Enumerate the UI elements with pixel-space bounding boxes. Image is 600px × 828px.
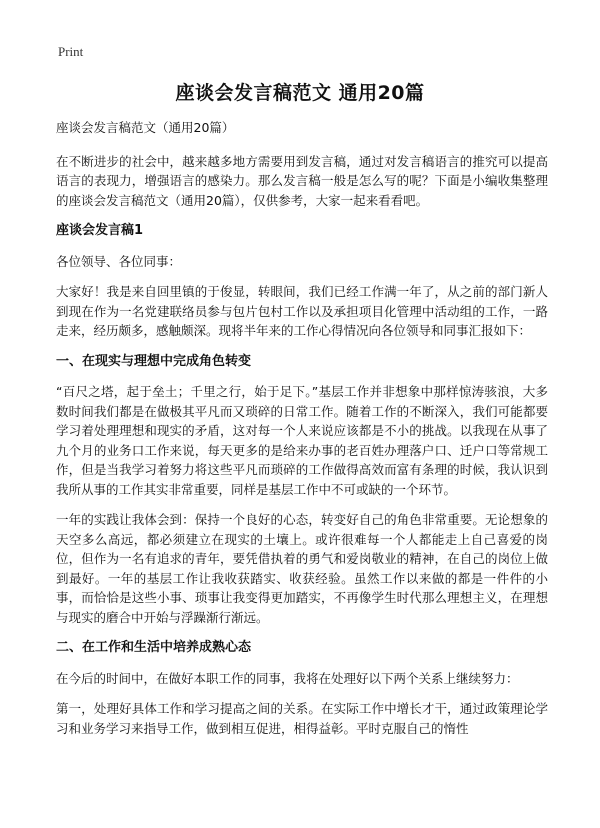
greeting: 各位领导、各位同事： [56, 253, 182, 269]
print-link[interactable]: Print [58, 44, 84, 59]
intro-paragraph: 在不断进步的社会中，越来越多地方需要用到发言稿，通过对发言稿语言的推究可以提高语言的表现力，增强语言的感染力。那么发言稿一般是怎么写的呢？下面是小编收集整理的座谈会发言稿范文（通用20篇），仅供参考，大家一起来看看吧。 [56, 153, 548, 208]
page-title: 座谈会发言稿范文 通用20篇 [175, 82, 425, 104]
paragraph-3: 一年的实践让我体会到：保持一个良好的心态，转变好自己的角色非常重要。无论想象的天空多么高远，都必须建立在现实的土壤上。或许很难每一个人都能走上自己喜爱的岗位，但作为一名有追求的青年，要凭借执着的勇气和爱岗敬业的精神，在自己的岗位上做到最好。一年的基层工作让我收获踏实、收获经验。虽然工作以来做的都是一件件的小事，而恰恰是这些小事、琐事让我变得更加踏实，不再像学生时代那么理想主义，在理想与现实的磨合中开始与浮躁渐行渐远。 [56, 512, 548, 625]
paragraph-5: 第一，处理好具体工作和学习提高之间的关系。在实际工作中增长才干，通过政策理论学习和业务学习来指导工作，做到相互促进，相得益彰。平时克服自己的惰性 [56, 701, 548, 736]
paragraph-4: 在今后的时间中，在做好本职工作的同事，我将在处理好以下两个关系上继续努力： [56, 670, 519, 686]
subheading-2: 二、在工作和生活中培养成熟心态 [56, 640, 252, 655]
paragraph-1: 大家好！我是来自回里镇的于俊显，转眼间，我们已经工作满一年了，从之前的部门新人到现在作为一名党建联络员参与包片包村工作以及承担项目化管理中活动组的工作，一路走来，经历颇多，感触颇深。现将半年来的工作心得情况向各位领导和同事汇报如下： [56, 284, 548, 338]
article-body [56, 118, 548, 749]
subheading-1: 一、在现实与理想中完成角色转变 [56, 353, 252, 369]
section-heading: 座谈会发言稿1 [56, 223, 144, 238]
article-subtitle: 座谈会发言稿范文（通用20篇） [56, 120, 235, 135]
paragraph-2: “百尺之塔，起于垒土；千里之行，始于足下。”基层工作并非想象中那样惊涛骇浪，大多数时间我们都是在做极其平凡而又琐碎的日常工作。随着工作的不断深入，我们可能都要学习着处理理想和现实的矛盾，这对每一个人来说应该都是不小的挑战。以我现在从事了九个月的业务口工作来说，每天更多的是给来办事的老百姓办理落户口、迁户口等常规工作，但是当我学习着努力将这些平凡而琐碎的工作做得高效而富有条理的时候，我认识到我所从事的工作其实非常重要，同样是基层工作中不可或缺的一个环节。 [56, 384, 548, 497]
